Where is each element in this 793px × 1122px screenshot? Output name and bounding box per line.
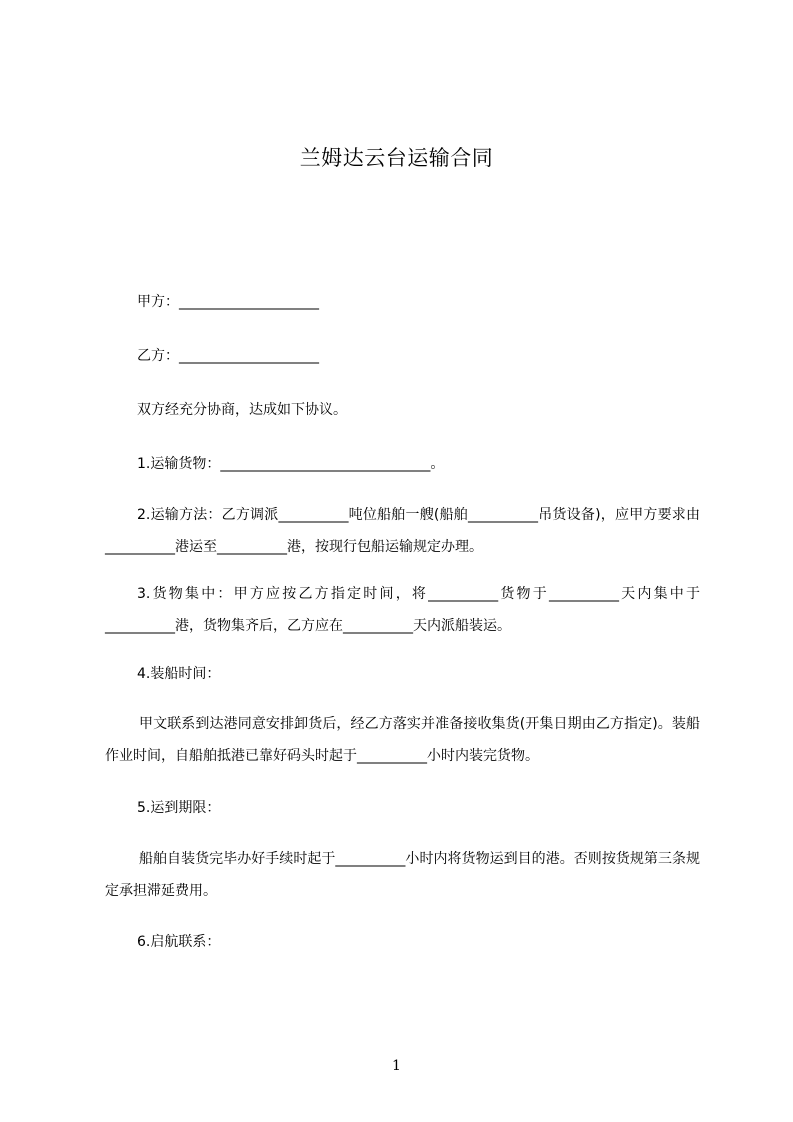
clause-2-method: 2.运输方法：乙方调派__________吨位船舶一艘(船舶__________吊货设备)，应甲方要求由__________港运至__________港，按现行包船运输规定办理。: [105, 507, 700, 555]
clause-1-goods: 1.运输货物：______________________________。: [137, 456, 445, 472]
clause-5-body: 船舶自装货完毕办好手续时起于__________小时内将货物运到目的港。否则按货规第三条规定承担滞延费用。: [105, 851, 700, 899]
clause-4-heading: 4.装船时间：: [137, 666, 221, 682]
page-number: 1: [392, 1058, 401, 1074]
intro-text: 双方经充分协商，达成如下协议。: [137, 402, 347, 418]
clause-5-heading: 5.运到期限：: [137, 800, 221, 816]
clause-3-collection: 3.货物集中：甲方应按乙方指定时间，将__________货物于__________天内集中于__________港，货物集齐后，乙方应在__________天内派船装运。: [105, 586, 700, 634]
document-title: 兰姆达云台运输合同: [299, 146, 494, 170]
party-b-line: 乙方：____________________: [137, 348, 319, 364]
clause-4-body: 甲文联系到达港同意安排卸货后，经乙方落实并准备接收集货(开集日期由乙方指定)。装船作业时间，自船舶抵港已靠好码头时起于__________小时内装完货物。: [105, 716, 700, 764]
party-a-line: 甲方：____________________: [137, 294, 319, 310]
clause-6-heading: 6.启航联系：: [137, 934, 221, 950]
